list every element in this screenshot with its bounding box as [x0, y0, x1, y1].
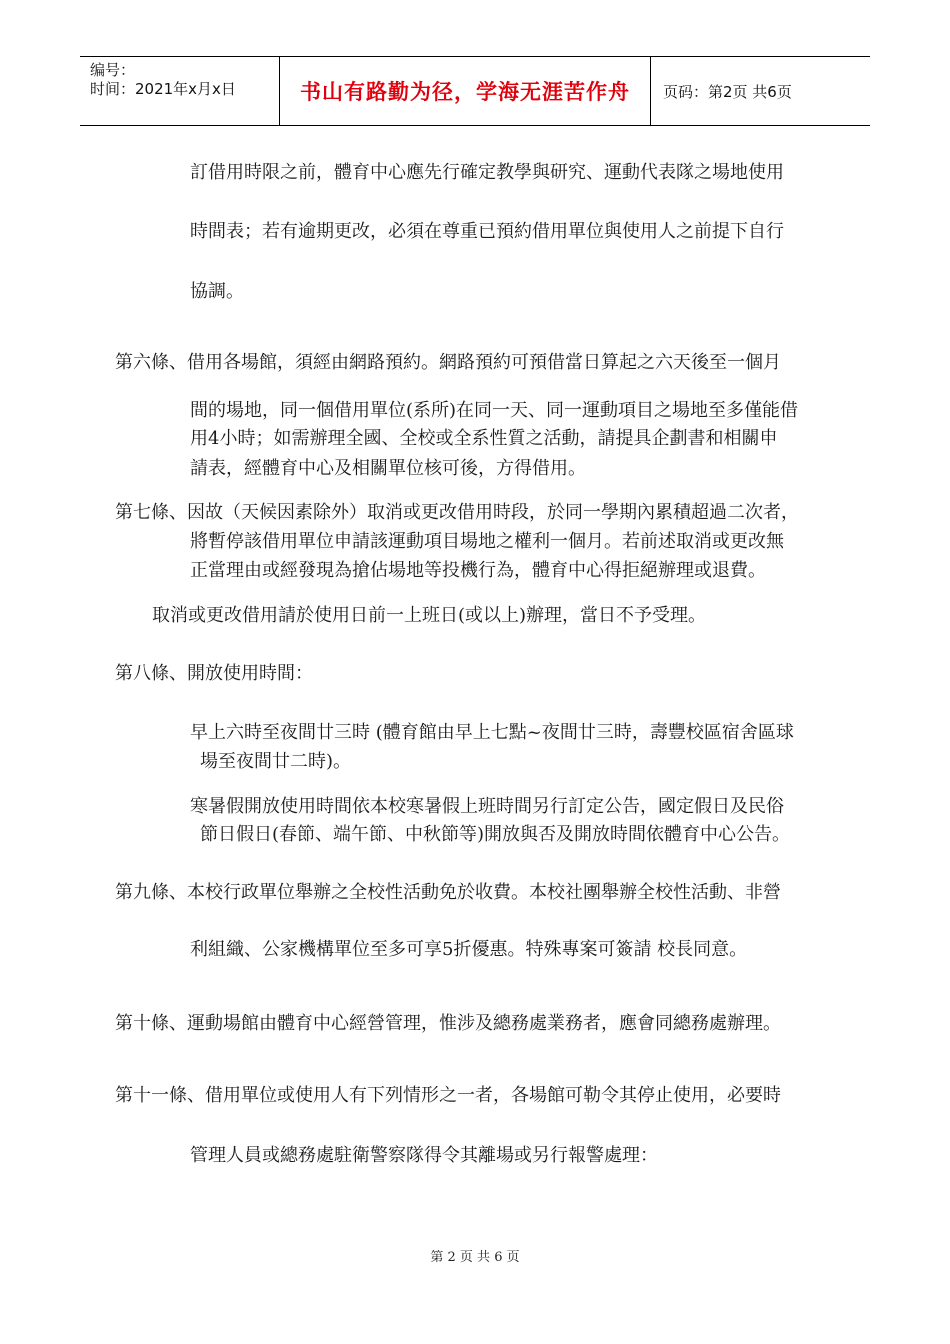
paragraph-line: 取消或更改借用請於使用日前一上班日(或以上)辦理，當日不予受理。 [152, 605, 707, 626]
page-footer: 第 2 页 共 6 页 [430, 1250, 520, 1265]
paragraph-line: 請表，經體育中心及相關單位核可後，方得借用。 [190, 458, 586, 479]
article-6-heading-line: 第六條、借用各場館，須經由網路預約。網路預約可預借當日算起之六天後至一個月 [115, 352, 781, 373]
paragraph-line: 管理人員或總務處駐衛警察隊得令其離場或另行報警處理： [190, 1145, 658, 1166]
header-motto: 书山有路勤为径，学海无涯苦作舟 [280, 57, 651, 125]
paragraph-line: 早上六時至夜間廿三時 (體育館由早上七點~夜間廿三時，壽豐校區宿舍區球 [190, 722, 794, 743]
article-8-heading-line: 第八條、開放使用時間： [115, 663, 313, 684]
header-meta [80, 57, 280, 125]
paragraph-line: 場至夜間廿二時)。 [200, 751, 352, 772]
paragraph-line: 訂借用時限之前，體育中心應先行確定教學與研究、運動代表隊之場地使用 [190, 162, 784, 183]
paragraph-line: 寒暑假開放使用時間依本校寒暑假上班時間另行訂定公告，國定假日及民俗 [190, 796, 784, 817]
document-number: 编号： [90, 61, 136, 79]
paragraph-line: 用4小時；如需辦理全國、全校或全系性質之活動，請提具企劃書和相關申 [190, 428, 778, 449]
article-7-heading-line: 第七條、因故（天候因素除外）取消或更改借用時段，於同一學期內累積超過二次者， [115, 502, 799, 523]
paragraph-line: 正當理由或經發現為搶佔場地等投機行為，體育中心得拒絕辦理或退費。 [190, 560, 766, 581]
page-header [80, 56, 870, 126]
header-page-number: 页码：第2页 共6页 [663, 82, 792, 101]
article-10-heading-line: 第十條、運動場館由體育中心經營管理，惟涉及總務處業務者，應會同總務處辦理。 [115, 1013, 781, 1034]
article-9-heading-line: 第九條、本校行政單位舉辦之全校性活動免於收費。本校社團舉辦全校性活動、非營 [115, 882, 781, 903]
paragraph-line: 節日假日(春節、端午節、中秋節等)開放與否及開放時間依體育中心公告。 [200, 824, 791, 845]
paragraph-line: 利組織、公家機構單位至多可享5折優惠。特殊專案可簽請 校長同意。 [190, 939, 748, 960]
paragraph-line: 時間表；若有逾期更改，必須在尊重已預約借用單位與使用人之前提下自行 [190, 221, 784, 242]
paragraph-line: 間的場地，同一個借用單位(系所)在同一天、同一運動項目之場地至多僅能借 [190, 400, 799, 421]
paragraph-line: 協調。 [190, 281, 244, 302]
article-11-heading-line: 第十一條、借用單位或使用人有下列情形之一者，各場館可勒令其停止使用，必要時 [115, 1085, 781, 1106]
paragraph-line: 將暫停該借用單位申請該運動項目場地之權利一個月。若前述取消或更改無 [190, 531, 784, 552]
document-date: 时间：2021年x月x日 [90, 80, 236, 98]
